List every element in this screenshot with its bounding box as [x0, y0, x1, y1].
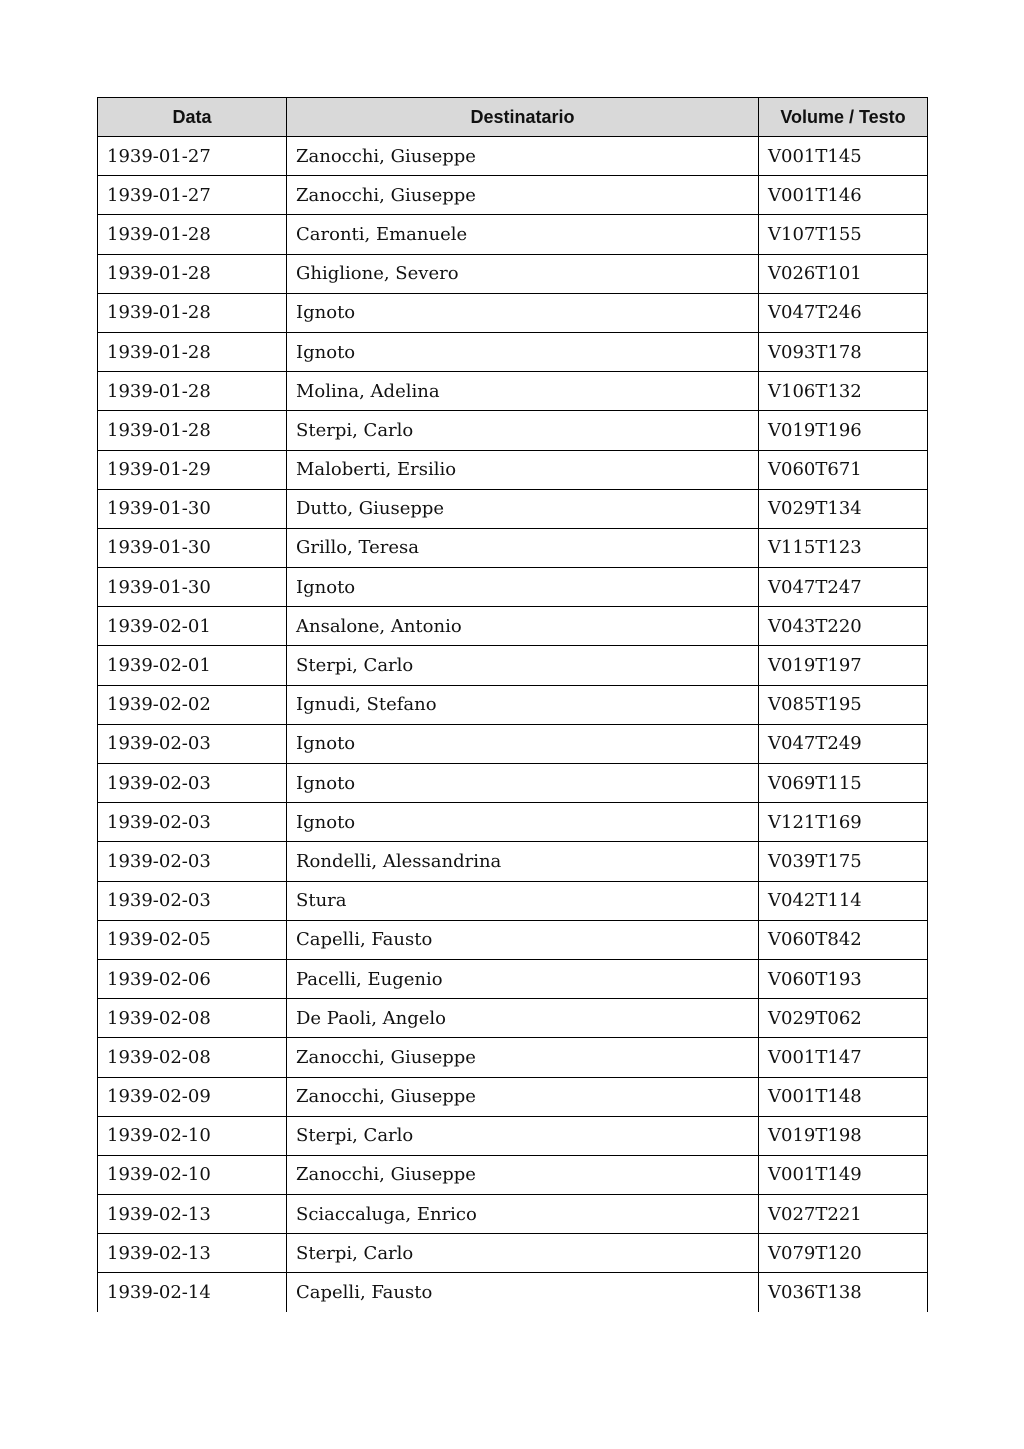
table-row — [98, 450, 928, 489]
cell-recipient: Zanocchi, Giuseppe — [287, 176, 759, 215]
table-row — [98, 215, 928, 254]
table-row — [98, 764, 928, 803]
header-date: Data — [98, 98, 287, 137]
table-row — [98, 372, 928, 411]
cell-volume-text: V079T120 — [759, 1234, 928, 1273]
cell-recipient: Ghiglione, Severo — [287, 254, 759, 293]
cell-date: 1939-02-08 — [98, 999, 287, 1038]
cell-recipient: Sciaccaluga, Enrico — [287, 1195, 759, 1234]
cell-recipient: Ignudi, Stefano — [287, 685, 759, 724]
cell-date: 1939-01-28 — [98, 293, 287, 332]
table-row — [98, 137, 928, 176]
cell-date: 1939-02-01 — [98, 646, 287, 685]
table-row — [98, 881, 928, 920]
cell-recipient: Stura — [287, 881, 759, 920]
header-row — [98, 98, 928, 137]
table-row — [98, 724, 928, 763]
table-row — [98, 920, 928, 959]
table-row — [98, 685, 928, 724]
cell-recipient: De Paoli, Angelo — [287, 999, 759, 1038]
cell-volume-text: V093T178 — [759, 332, 928, 371]
table-row — [98, 568, 928, 607]
cell-date: 1939-02-03 — [98, 724, 287, 763]
cell-recipient: Ignoto — [287, 724, 759, 763]
cell-volume-text: V069T115 — [759, 764, 928, 803]
table-row — [98, 254, 928, 293]
cell-volume-text: V047T246 — [759, 293, 928, 332]
table-row — [98, 999, 928, 1038]
cell-recipient: Grillo, Teresa — [287, 528, 759, 567]
cell-date: 1939-01-28 — [98, 372, 287, 411]
table-row — [98, 842, 928, 881]
cell-volume-text: V001T146 — [759, 176, 928, 215]
cell-recipient: Zanocchi, Giuseppe — [287, 1038, 759, 1077]
cell-date: 1939-01-30 — [98, 568, 287, 607]
table-row — [98, 1077, 928, 1116]
table-row — [98, 1195, 928, 1234]
cell-date: 1939-01-28 — [98, 411, 287, 450]
cell-volume-text: V019T196 — [759, 411, 928, 450]
table-row — [98, 332, 928, 371]
table-row — [98, 607, 928, 646]
cell-volume-text: V029T062 — [759, 999, 928, 1038]
table-row — [98, 1234, 928, 1273]
cell-volume-text: V036T138 — [759, 1273, 928, 1312]
table-row — [98, 1116, 928, 1155]
cell-date: 1939-01-27 — [98, 137, 287, 176]
cell-recipient: Ignoto — [287, 764, 759, 803]
table-body — [98, 137, 928, 1313]
cell-volume-text: V001T147 — [759, 1038, 928, 1077]
cell-recipient: Caronti, Emanuele — [287, 215, 759, 254]
letters-table — [97, 97, 928, 1312]
table-row — [98, 646, 928, 685]
cell-recipient: Capelli, Fausto — [287, 1273, 759, 1312]
table-header — [98, 98, 928, 137]
cell-date: 1939-02-05 — [98, 920, 287, 959]
cell-recipient: Ignoto — [287, 332, 759, 371]
cell-volume-text: V001T148 — [759, 1077, 928, 1116]
cell-volume-text: V042T114 — [759, 881, 928, 920]
header-recipient: Destinatario — [287, 98, 759, 137]
cell-recipient: Dutto, Giuseppe — [287, 489, 759, 528]
cell-recipient: Sterpi, Carlo — [287, 1116, 759, 1155]
table-row — [98, 1038, 928, 1077]
cell-date: 1939-02-01 — [98, 607, 287, 646]
cell-recipient: Zanocchi, Giuseppe — [287, 1155, 759, 1194]
cell-volume-text: V027T221 — [759, 1195, 928, 1234]
cell-date: 1939-02-10 — [98, 1155, 287, 1194]
cell-recipient: Pacelli, Eugenio — [287, 959, 759, 998]
cell-volume-text: V001T145 — [759, 137, 928, 176]
cell-volume-text: V047T247 — [759, 568, 928, 607]
cell-date: 1939-01-29 — [98, 450, 287, 489]
table-row — [98, 293, 928, 332]
cell-recipient: Ignoto — [287, 803, 759, 842]
cell-volume-text: V060T842 — [759, 920, 928, 959]
cell-date: 1939-02-03 — [98, 803, 287, 842]
table-row — [98, 1155, 928, 1194]
cell-date: 1939-02-13 — [98, 1195, 287, 1234]
cell-date: 1939-02-06 — [98, 959, 287, 998]
table-row — [98, 489, 928, 528]
cell-recipient: Sterpi, Carlo — [287, 646, 759, 685]
cell-date: 1939-02-03 — [98, 764, 287, 803]
header-volume-text: Volume / Testo — [759, 98, 928, 137]
cell-recipient: Ansalone, Antonio — [287, 607, 759, 646]
cell-date: 1939-02-09 — [98, 1077, 287, 1116]
table-row — [98, 176, 928, 215]
table-row — [98, 803, 928, 842]
table-row — [98, 959, 928, 998]
cell-recipient: Capelli, Fausto — [287, 920, 759, 959]
cell-date: 1939-02-13 — [98, 1234, 287, 1273]
cell-recipient: Molina, Adelina — [287, 372, 759, 411]
cell-date: 1939-02-03 — [98, 842, 287, 881]
cell-recipient: Rondelli, Alessandrina — [287, 842, 759, 881]
cell-recipient: Sterpi, Carlo — [287, 1234, 759, 1273]
cell-recipient: Ignoto — [287, 568, 759, 607]
cell-volume-text: V026T101 — [759, 254, 928, 293]
cell-recipient: Zanocchi, Giuseppe — [287, 1077, 759, 1116]
cell-recipient: Ignoto — [287, 293, 759, 332]
cell-recipient: Maloberti, Ersilio — [287, 450, 759, 489]
cell-date: 1939-01-30 — [98, 489, 287, 528]
cell-volume-text: V085T195 — [759, 685, 928, 724]
table-row — [98, 1273, 928, 1312]
cell-date: 1939-02-08 — [98, 1038, 287, 1077]
cell-date: 1939-02-10 — [98, 1116, 287, 1155]
cell-date: 1939-01-28 — [98, 215, 287, 254]
cell-volume-text: V039T175 — [759, 842, 928, 881]
cell-date: 1939-02-03 — [98, 881, 287, 920]
cell-volume-text: V115T123 — [759, 528, 928, 567]
cell-volume-text: V121T169 — [759, 803, 928, 842]
table-row — [98, 528, 928, 567]
cell-volume-text: V106T132 — [759, 372, 928, 411]
cell-date: 1939-01-28 — [98, 332, 287, 371]
cell-volume-text: V019T197 — [759, 646, 928, 685]
cell-volume-text: V043T220 — [759, 607, 928, 646]
cell-date: 1939-02-02 — [98, 685, 287, 724]
cell-volume-text: V107T155 — [759, 215, 928, 254]
cell-recipient: Sterpi, Carlo — [287, 411, 759, 450]
cell-date: 1939-01-27 — [98, 176, 287, 215]
cell-volume-text: V060T193 — [759, 959, 928, 998]
cell-volume-text: V060T671 — [759, 450, 928, 489]
cell-date: 1939-01-30 — [98, 528, 287, 567]
cell-volume-text: V029T134 — [759, 489, 928, 528]
cell-date: 1939-01-28 — [98, 254, 287, 293]
cell-volume-text: V019T198 — [759, 1116, 928, 1155]
table-row — [98, 411, 928, 450]
cell-recipient: Zanocchi, Giuseppe — [287, 137, 759, 176]
cell-date: 1939-02-14 — [98, 1273, 287, 1312]
cell-volume-text: V047T249 — [759, 724, 928, 763]
cell-volume-text: V001T149 — [759, 1155, 928, 1194]
